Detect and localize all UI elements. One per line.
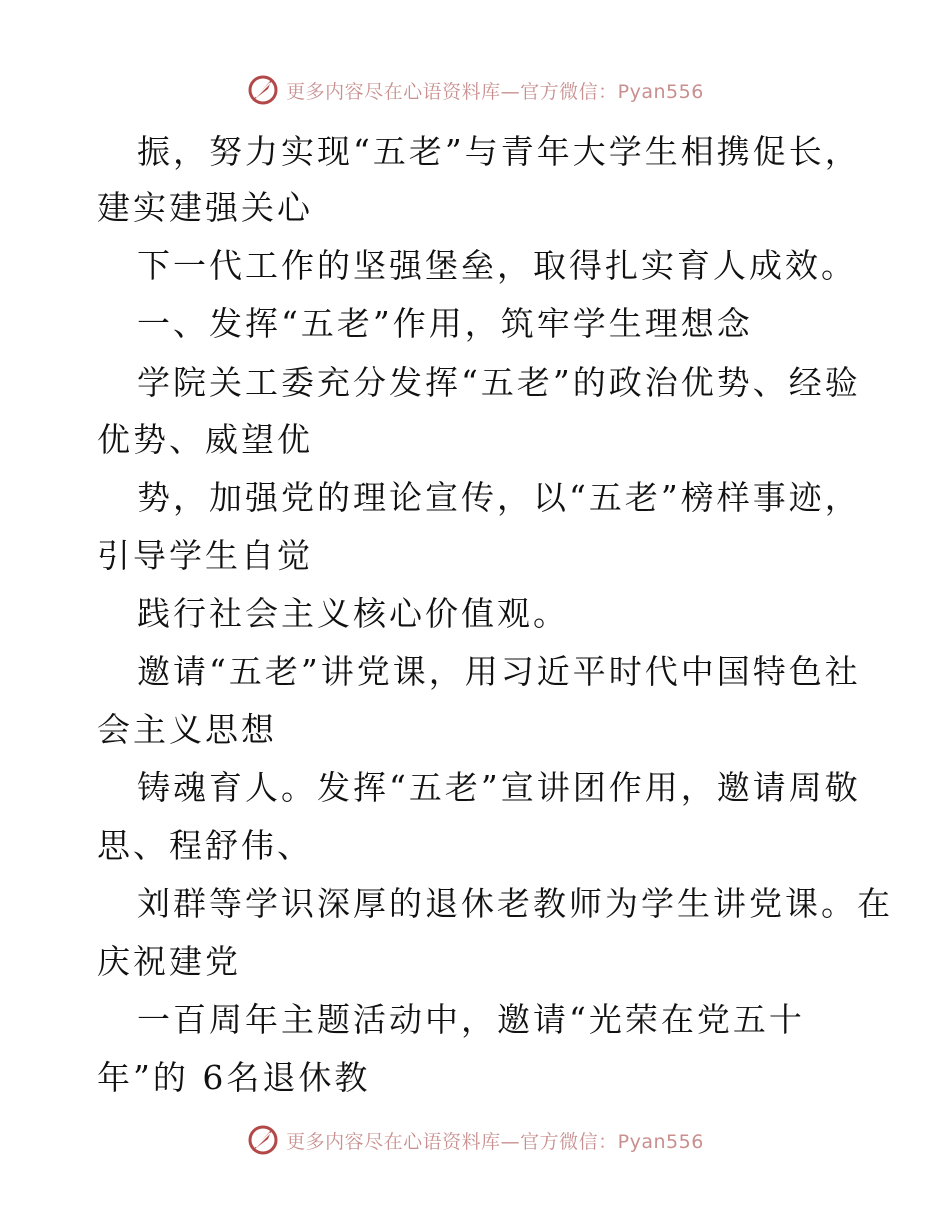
text-line: 邀请“五老”讲党课，用习近平时代中国特色社 <box>137 652 861 691</box>
text-line: 一百周年主题活动中，邀请“光荣在党五十 <box>137 1000 805 1039</box>
text-line: 铸魂育人。发挥“五老”宣讲团作用，邀请周敬 <box>137 768 861 807</box>
text-line: 学院关工委充分发挥“五老”的政治优势、经验 <box>137 363 861 402</box>
banner-title: 更多内容尽在心语资料库 <box>286 80 501 103</box>
banner-text <box>286 77 704 104</box>
text-line: 年”的 6名退休教 <box>97 1058 371 1097</box>
banner-dash: — <box>500 1130 521 1153</box>
text-line: 刘群等学识深厚的退休老教师为学生讲党课。在 <box>137 884 893 923</box>
banner-text <box>286 1127 704 1154</box>
feather-circle-logo-icon <box>246 1123 280 1157</box>
text-line: 优势、威望优 <box>97 420 313 459</box>
banner-title: 更多内容尽在心语资料库 <box>286 1130 501 1153</box>
feather-circle-logo-icon <box>246 73 280 107</box>
text-line: 下一代工作的坚强堡垒，取得扎实育人成效。 <box>137 246 857 285</box>
footer-banner <box>0 1120 950 1160</box>
text-line: 践行社会主义核心价值观。 <box>137 594 569 633</box>
banner-suffix: 官方微信：Pyan556 <box>520 1130 704 1153</box>
text-line: 思、程舒伟、 <box>97 826 313 865</box>
banner-dash: — <box>500 80 521 103</box>
text-line: 振，努力实现“五老”与青年大学生相携促长， <box>137 132 861 171</box>
banner-suffix: 官方微信：Pyan556 <box>520 80 704 103</box>
text-line: 势，加强党的理论宣传，以“五老”榜样事迹， <box>137 478 861 517</box>
header-banner <box>0 70 950 110</box>
text-line: 庆祝建党 <box>97 942 241 981</box>
text-line: 引导学生自觉 <box>97 536 313 575</box>
text-line: 一、发挥“五老”作用，筑牢学生理想念 <box>137 304 753 343</box>
text-line: 会主义思想 <box>97 710 277 749</box>
text-line: 建实建强关心 <box>97 188 313 227</box>
